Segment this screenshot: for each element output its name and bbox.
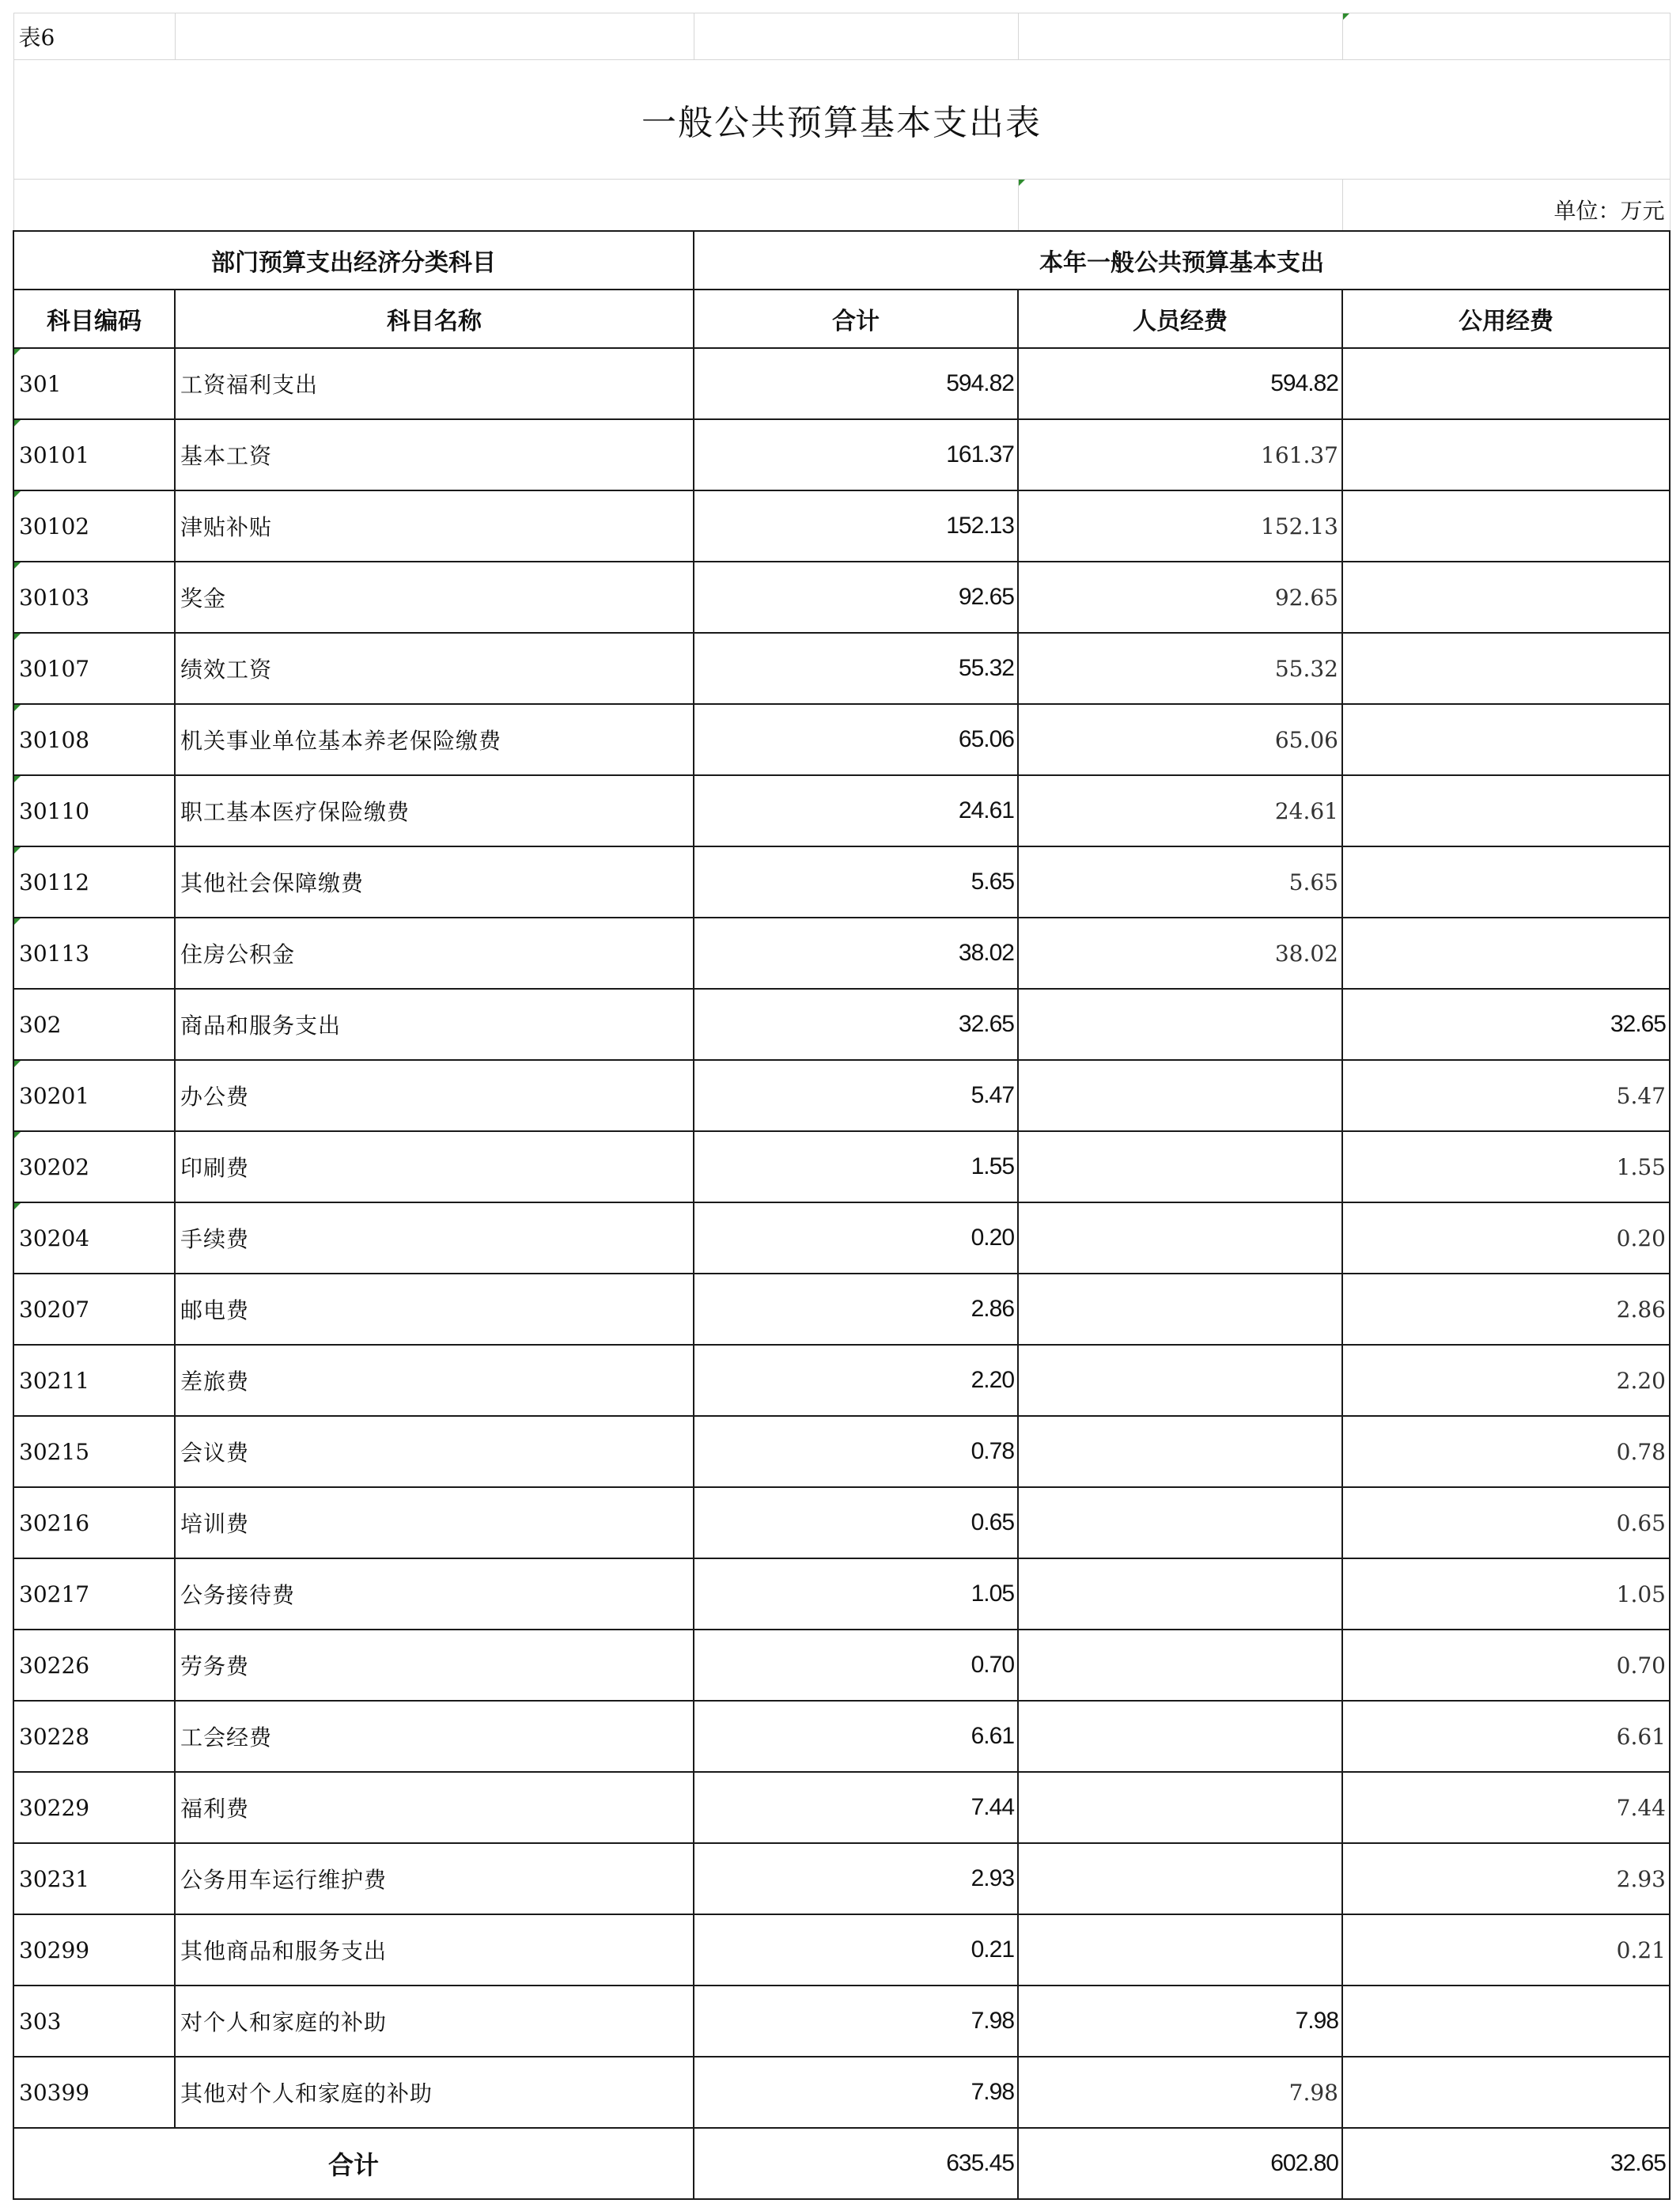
row-code: 30204 xyxy=(13,1202,175,1274)
row-public: 0.70 xyxy=(1342,1630,1670,1701)
row-public: 1.55 xyxy=(1342,1131,1670,1202)
row-code: 30112 xyxy=(13,846,175,918)
row-total: 594.82 xyxy=(694,348,1018,419)
row-code: 30107 xyxy=(13,633,175,704)
row-personnel xyxy=(1018,1060,1342,1131)
table-row xyxy=(13,1345,1670,1416)
row-total: 161.37 xyxy=(694,419,1018,490)
row-total: 5.47 xyxy=(694,1060,1018,1131)
row-total: 2.86 xyxy=(694,1274,1018,1345)
cell-marker-icon xyxy=(14,776,21,782)
row-public: 1.05 xyxy=(1342,1558,1670,1630)
row-code: 30202 xyxy=(13,1131,175,1202)
row-name: 对个人和家庭的补助 xyxy=(175,1986,694,2057)
row-name: 基本工资 xyxy=(175,419,694,490)
row-total: 2.93 xyxy=(694,1843,1018,1914)
row-code: 30201 xyxy=(13,1060,175,1131)
row-total: 5.65 xyxy=(694,846,1018,918)
row-personnel xyxy=(1018,1558,1342,1630)
table-row xyxy=(13,1060,1670,1131)
row-public: 2.86 xyxy=(1342,1274,1670,1345)
total-label: 合计 xyxy=(13,2128,694,2199)
cell-marker-icon xyxy=(14,634,21,640)
row-total: 7.44 xyxy=(694,1772,1018,1843)
table-row xyxy=(13,918,1670,989)
row-name: 培训费 xyxy=(175,1487,694,1558)
row-public xyxy=(1342,918,1670,989)
row-personnel xyxy=(1018,1701,1342,1772)
row-personnel xyxy=(1018,1202,1342,1274)
row-public xyxy=(1342,775,1670,846)
cell-marker-icon xyxy=(14,918,21,925)
row-total: 1.05 xyxy=(694,1558,1018,1630)
table-row xyxy=(13,1772,1670,1843)
row-name: 其他社会保障缴费 xyxy=(175,846,694,918)
row-total: 92.65 xyxy=(694,562,1018,633)
row-code: 30108 xyxy=(13,704,175,775)
row-code: 30399 xyxy=(13,2057,175,2128)
row-personnel: 594.82 xyxy=(1018,348,1342,419)
table-row xyxy=(13,1202,1670,1274)
row-total: 0.70 xyxy=(694,1630,1018,1701)
row-code: 30216 xyxy=(13,1487,175,1558)
table-row xyxy=(13,1843,1670,1914)
row-code: 30103 xyxy=(13,562,175,633)
row-personnel: 7.98 xyxy=(1018,2057,1342,2128)
row-name: 奖金 xyxy=(175,562,694,633)
row-personnel: 7.98 xyxy=(1018,1986,1342,2057)
row-name: 住房公积金 xyxy=(175,918,694,989)
row-personnel xyxy=(1018,1914,1342,1986)
row-name: 公务接待费 xyxy=(175,1558,694,1630)
table-row xyxy=(13,1701,1670,1772)
cell-marker-icon xyxy=(14,420,21,426)
table-row xyxy=(13,348,1670,419)
row-name: 公务用车运行维护费 xyxy=(175,1843,694,1914)
row-public: 32.65 xyxy=(1342,989,1670,1060)
row-personnel xyxy=(1018,989,1342,1060)
row-code: 30229 xyxy=(13,1772,175,1843)
total-public: 32.65 xyxy=(1342,2128,1670,2199)
row-name: 其他商品和服务支出 xyxy=(175,1914,694,1986)
cell-marker-icon xyxy=(14,1203,21,1209)
header-public: 公用经费 xyxy=(1342,290,1670,348)
row-personnel xyxy=(1018,1345,1342,1416)
row-name: 邮电费 xyxy=(175,1274,694,1345)
total-sum: 635.45 xyxy=(694,2128,1018,2199)
row-code: 30299 xyxy=(13,1914,175,1986)
row-public xyxy=(1342,419,1670,490)
row-public xyxy=(1342,633,1670,704)
row-name: 手续费 xyxy=(175,1202,694,1274)
row-public xyxy=(1342,704,1670,775)
row-public: 0.20 xyxy=(1342,1202,1670,1274)
row-code: 30211 xyxy=(13,1345,175,1416)
header-personnel: 人员经费 xyxy=(1018,290,1342,348)
table-row xyxy=(13,1416,1670,1487)
row-public xyxy=(1342,2057,1670,2128)
row-public: 0.21 xyxy=(1342,1914,1670,1986)
row-personnel: 152.13 xyxy=(1018,490,1342,562)
row-public xyxy=(1342,348,1670,419)
row-total: 38.02 xyxy=(694,918,1018,989)
cell-marker-icon xyxy=(14,491,21,498)
row-name: 工会经费 xyxy=(175,1701,694,1772)
row-total: 0.21 xyxy=(694,1914,1018,1986)
row-personnel xyxy=(1018,1630,1342,1701)
row-name: 劳务费 xyxy=(175,1630,694,1701)
row-personnel: 92.65 xyxy=(1018,562,1342,633)
row-personnel xyxy=(1018,1843,1342,1914)
row-public: 0.65 xyxy=(1342,1487,1670,1558)
sheet-label: 表6 xyxy=(13,13,175,60)
table-row xyxy=(13,846,1670,918)
table-row xyxy=(13,1630,1670,1701)
row-public: 0.78 xyxy=(1342,1416,1670,1487)
row-name: 工资福利支出 xyxy=(175,348,694,419)
total-personnel: 602.80 xyxy=(1018,2128,1342,2199)
row-public xyxy=(1342,1986,1670,2057)
row-name: 职工基本医疗保险缴费 xyxy=(175,775,694,846)
row-public xyxy=(1342,846,1670,918)
row-personnel: 24.61 xyxy=(1018,775,1342,846)
row-code: 30102 xyxy=(13,490,175,562)
row-code: 30110 xyxy=(13,775,175,846)
row-total: 7.98 xyxy=(694,1986,1018,2057)
row-name: 津贴补贴 xyxy=(175,490,694,562)
row-personnel xyxy=(1018,1772,1342,1843)
row-name: 商品和服务支出 xyxy=(175,989,694,1060)
row-code: 30228 xyxy=(13,1701,175,1772)
row-total: 152.13 xyxy=(694,490,1018,562)
row-public xyxy=(1342,562,1670,633)
table-row xyxy=(13,704,1670,775)
cell-marker-icon xyxy=(14,1132,21,1138)
row-name: 差旅费 xyxy=(175,1345,694,1416)
row-code: 303 xyxy=(13,1986,175,2057)
row-personnel: 38.02 xyxy=(1018,918,1342,989)
table-row xyxy=(13,1131,1670,1202)
row-name: 绩效工资 xyxy=(175,633,694,704)
row-public: 2.20 xyxy=(1342,1345,1670,1416)
row-personnel: 55.32 xyxy=(1018,633,1342,704)
cell-marker-icon xyxy=(14,1061,21,1067)
row-total: 32.65 xyxy=(694,989,1018,1060)
table-row xyxy=(13,1487,1670,1558)
table-row xyxy=(13,1986,1670,2057)
row-code: 30207 xyxy=(13,1274,175,1345)
table-row xyxy=(13,490,1670,562)
table-row xyxy=(13,633,1670,704)
row-personnel xyxy=(1018,1274,1342,1345)
cell-marker-icon xyxy=(1343,13,1349,20)
row-name: 机关事业单位基本养老保险缴费 xyxy=(175,704,694,775)
row-public: 5.47 xyxy=(1342,1060,1670,1131)
row-total: 1.55 xyxy=(694,1131,1018,1202)
row-personnel xyxy=(1018,1131,1342,1202)
header-group-left: 部门预算支出经济分类科目 xyxy=(13,231,694,290)
cell-marker-icon xyxy=(14,705,21,711)
header-group-right: 本年一般公共预算基本支出 xyxy=(694,231,1670,290)
row-name: 办公费 xyxy=(175,1060,694,1131)
row-public: 6.61 xyxy=(1342,1701,1670,1772)
row-code: 30217 xyxy=(13,1558,175,1630)
table-row xyxy=(13,2057,1670,2128)
row-public xyxy=(1342,490,1670,562)
table-row xyxy=(13,1274,1670,1345)
row-public: 7.44 xyxy=(1342,1772,1670,1843)
cell-marker-icon xyxy=(14,562,21,569)
table-row xyxy=(13,1914,1670,1986)
row-name: 其他对个人和家庭的补助 xyxy=(175,2057,694,2128)
cell-marker-icon xyxy=(14,847,21,854)
table-row xyxy=(13,562,1670,633)
table-row xyxy=(13,989,1670,1060)
table-row xyxy=(13,419,1670,490)
row-personnel: 5.65 xyxy=(1018,846,1342,918)
row-code: 301 xyxy=(13,348,175,419)
row-code: 30113 xyxy=(13,918,175,989)
table-row xyxy=(13,775,1670,846)
row-personnel: 65.06 xyxy=(1018,704,1342,775)
row-personnel xyxy=(1018,1487,1342,1558)
row-total: 65.06 xyxy=(694,704,1018,775)
row-public: 2.93 xyxy=(1342,1843,1670,1914)
row-total: 0.78 xyxy=(694,1416,1018,1487)
budget-table xyxy=(13,13,1671,2200)
row-name: 福利费 xyxy=(175,1772,694,1843)
row-total: 24.61 xyxy=(694,775,1018,846)
row-total: 7.98 xyxy=(694,2057,1018,2128)
row-name: 印刷费 xyxy=(175,1131,694,1202)
row-name: 会议费 xyxy=(175,1416,694,1487)
row-total: 55.32 xyxy=(694,633,1018,704)
total-row xyxy=(13,2128,1670,2199)
row-personnel xyxy=(1018,1416,1342,1487)
row-total: 0.20 xyxy=(694,1202,1018,1274)
header-total: 合计 xyxy=(694,290,1018,348)
row-total: 2.20 xyxy=(694,1345,1018,1416)
row-code: 30215 xyxy=(13,1416,175,1487)
header-name: 科目名称 xyxy=(175,290,694,348)
row-code: 30101 xyxy=(13,419,175,490)
spreadsheet xyxy=(13,13,1669,2200)
header-code: 科目编码 xyxy=(13,290,175,348)
unit-label: 单位：万元 xyxy=(1342,180,1670,232)
row-code: 302 xyxy=(13,989,175,1060)
table-row xyxy=(13,1558,1670,1630)
page-title: 一般公共预算基本支出表 xyxy=(13,60,1670,180)
cell-marker-icon xyxy=(1019,180,1025,186)
row-code: 30226 xyxy=(13,1630,175,1701)
row-total: 6.61 xyxy=(694,1701,1018,1772)
cell-marker-icon xyxy=(14,349,21,355)
row-code: 30231 xyxy=(13,1843,175,1914)
row-total: 0.65 xyxy=(694,1487,1018,1558)
row-personnel: 161.37 xyxy=(1018,419,1342,490)
